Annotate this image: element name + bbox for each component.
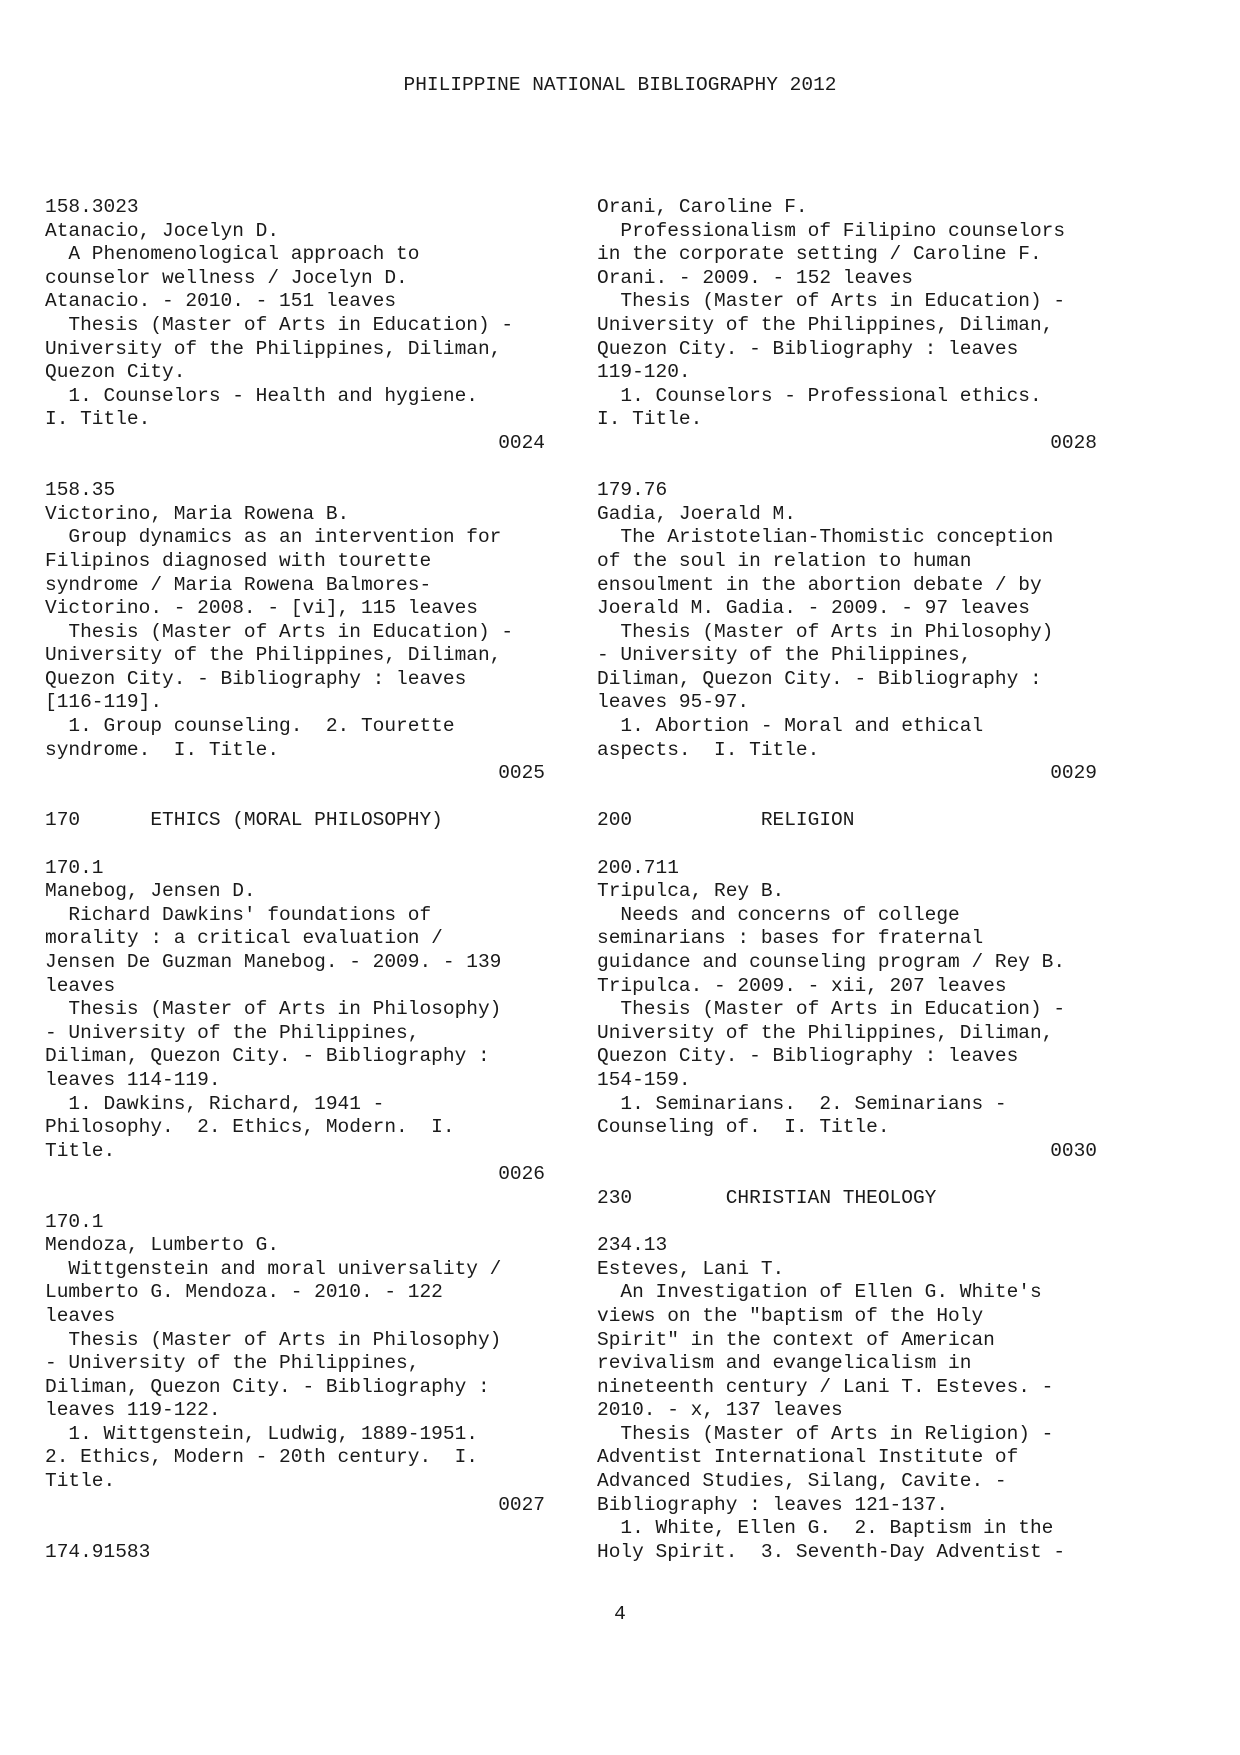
entry-line: University of the Philippines, Diliman, xyxy=(597,1021,1054,1044)
entry-line: leaves 95-97. xyxy=(597,691,750,714)
entry-line: of the soul in relation to human xyxy=(597,549,972,572)
entry-line: 1. Seminarians. 2. Seminarians - xyxy=(597,1092,1007,1115)
entry-line: Advanced Studies, Silang, Cavite. - xyxy=(597,1470,1007,1493)
entry-line: Thesis (Master of Arts in Education) - xyxy=(45,620,514,643)
entry-line: Quezon City. - Bibliography : leaves xyxy=(597,1045,1019,1068)
entry-line: leaves xyxy=(45,1304,116,1327)
entry-line: The Aristotelian-Thomistic conception xyxy=(597,526,1054,549)
entry-line: Joerald M. Gadia. - 2009. - 97 leaves xyxy=(597,597,1030,620)
entry-line: 154-159. xyxy=(597,1068,691,1091)
entry-number: 0025 xyxy=(498,762,545,785)
entry-line: Atanacio, Jocelyn D. xyxy=(45,219,280,242)
entry-line: - University of the Philippines, xyxy=(597,644,972,667)
entry-line: leaves 114-119. xyxy=(45,1068,221,1091)
entry-line: 158.35 xyxy=(45,479,116,502)
entry-line: Title. xyxy=(45,1470,116,1493)
entry-line: Professionalism of Filipino counselors xyxy=(597,219,1066,242)
entry-line: aspects. I. Title. xyxy=(597,738,820,761)
entry-line: Thesis (Master of Arts in Philosophy) xyxy=(45,998,502,1021)
entry-line: Filipinos diagnosed with tourette xyxy=(45,549,432,572)
entry-line: Lumberto G. Mendoza. - 2010. - 122 xyxy=(45,1281,443,1304)
entry-line: revivalism and evangelicalism in xyxy=(597,1352,972,1375)
right-column xyxy=(597,196,1097,1564)
entry-line: Wittgenstein and moral universality / xyxy=(45,1257,502,1280)
entry-line: A Phenomenological approach to xyxy=(45,243,420,266)
entry-line: syndrome. I. Title. xyxy=(45,738,280,761)
entry-line: nineteenth century / Lani T. Esteves. - xyxy=(597,1375,1054,1398)
entry-line: Jensen De Guzman Manebog. - 2009. - 139 xyxy=(45,951,502,973)
entry-line: 234.13 xyxy=(597,1234,668,1257)
entry-line: leaves xyxy=(45,974,116,997)
entry-line: Thesis (Master of Arts in Education) - xyxy=(597,290,1066,313)
entry-line: Orani. - 2009. - 152 leaves xyxy=(597,266,913,289)
entry-line: Bibliography : leaves 121-137. xyxy=(597,1493,949,1516)
entry-line: - University of the Philippines, xyxy=(45,1352,420,1375)
entry-line: 119-120. xyxy=(597,361,691,384)
page-number: 4 xyxy=(614,1603,626,1625)
entry-line: Victorino. - 2008. - [vi], 115 leaves xyxy=(45,597,478,620)
entry-line: Esteves, Lani T. xyxy=(597,1257,785,1280)
entry-line: - University of the Philippines, xyxy=(45,1021,420,1044)
entry-line: 170.1 xyxy=(45,1210,104,1233)
entry-line: 1. Dawkins, Richard, 1941 - xyxy=(45,1092,385,1115)
entry-line: 179.76 xyxy=(597,479,668,502)
entry-line: Mendoza, Lumberto G. xyxy=(45,1234,280,1257)
bib-entry-0028 xyxy=(597,196,1097,456)
entry-line: Counseling of. I. Title. xyxy=(597,1116,890,1139)
entry-line: Philosophy. 2. Ethics, Modern. I. xyxy=(45,1116,455,1139)
entry-line: I. Title. xyxy=(597,408,703,431)
entry-number: 0026 xyxy=(498,1163,545,1186)
entry-line: 1. Group counseling. 2. Tourette xyxy=(45,715,455,738)
bib-entry-0027 xyxy=(45,1211,545,1518)
entry-line: 1. White, Ellen G. 2. Baptism in the xyxy=(597,1517,1054,1540)
entry-line: University of the Philippines, Diliman, xyxy=(45,337,502,360)
entry-line: Richard Dawkins' foundations of xyxy=(45,903,432,926)
bib-entry-0030 xyxy=(597,857,1097,1164)
entry-line: Diliman, Quezon City. - Bibliography : xyxy=(45,1045,490,1068)
left-column xyxy=(45,196,545,1564)
entry-line: Tripulca, Rey B. xyxy=(597,880,785,903)
entry-line: Spirit" in the context of American xyxy=(597,1328,995,1351)
entry-line: seminarians : bases for fraternal xyxy=(597,927,984,950)
entry-line: 170.1 xyxy=(45,856,104,879)
entry-line: in the corporate setting / Caroline F. xyxy=(597,243,1042,266)
entry-line: 1. Counselors - Professional ethics. xyxy=(597,384,1042,407)
entry-line: Holy Spirit. 3. Seventh-Day Adventist - xyxy=(597,1540,1066,1563)
bib-entry-0026 xyxy=(45,857,545,1187)
bib-entry-0029 xyxy=(597,479,1097,786)
entry-line: Adventist International Institute of xyxy=(597,1446,1019,1469)
entry-line: University of the Philippines, Diliman, xyxy=(45,644,502,667)
section-heading-christian-theology: 230 CHRISTIAN THEOLOGY xyxy=(597,1186,937,1209)
entry-line: 158.3023 xyxy=(45,196,139,218)
entry-line: Thesis (Master of Arts in Philosophy) xyxy=(597,620,1054,643)
entry-line: University of the Philippines, Diliman, xyxy=(597,313,1054,336)
entry-line: Quezon City. - Bibliography : leaves xyxy=(597,337,1019,360)
entry-line: 1. Wittgenstein, Ludwig, 1889-1951. xyxy=(45,1422,478,1445)
entry-line: Needs and concerns of college xyxy=(597,903,960,926)
entry-line: An Investigation of Ellen G. White's xyxy=(597,1281,1042,1304)
entry-number: 0029 xyxy=(1050,762,1097,785)
bib-entry-esteves xyxy=(597,1234,1097,1564)
entry-line: views on the "baptism of the Holy xyxy=(597,1304,984,1327)
entry-number: 0027 xyxy=(498,1493,545,1516)
trailing-call-number: 174.91583 xyxy=(45,1540,151,1563)
entry-line: Quezon City. xyxy=(45,361,186,384)
entry-line: 2010. - x, 137 leaves xyxy=(597,1399,843,1422)
entry-line: Title. xyxy=(45,1139,116,1162)
entry-line: 1. Abortion - Moral and ethical xyxy=(597,715,984,738)
entry-line: leaves 119-122. xyxy=(45,1399,221,1422)
entry-number: 0028 xyxy=(1050,431,1097,454)
entry-line: Tripulca. - 2009. - xii, 207 leaves xyxy=(597,974,1007,997)
entry-line: 1. Counselors - Health and hygiene. xyxy=(45,384,478,407)
bib-entry-0024 xyxy=(45,196,545,456)
entry-line: Atanacio. - 2010. - 151 leaves xyxy=(45,290,397,313)
entry-line: guidance and counseling program / Rey B. xyxy=(597,951,1066,973)
bib-entry-0025 xyxy=(45,479,545,786)
entry-number: 0030 xyxy=(1050,1139,1097,1162)
entry-line: syndrome / Maria Rowena Balmores- xyxy=(45,573,432,596)
entry-line: Quezon City. - Bibliography : leaves xyxy=(45,667,467,690)
entry-number: 0024 xyxy=(498,431,545,454)
entry-line: counselor wellness / Jocelyn D. xyxy=(45,266,408,289)
entry-line: 2. Ethics, Modern - 20th century. I. xyxy=(45,1446,478,1469)
entry-line: Gadia, Joerald M. xyxy=(597,502,796,525)
section-heading-religion: 200 RELIGION xyxy=(597,809,855,832)
entry-line: Thesis (Master of Arts in Education) - xyxy=(597,998,1066,1021)
entry-line: 200.711 xyxy=(597,856,679,879)
entry-line: ensoulment in the abortion debate / by xyxy=(597,573,1042,596)
entry-line: Thesis (Master of Arts in Philosophy) xyxy=(45,1328,502,1351)
entry-line: Diliman, Quezon City. - Bibliography : xyxy=(45,1375,490,1398)
entry-line: I. Title. xyxy=(45,408,151,431)
section-heading-ethics: 170 ETHICS (MORAL PHILOSOPHY) xyxy=(45,809,443,832)
page-header: PHILIPPINE NATIONAL BIBLIOGRAPHY 2012 xyxy=(403,74,837,96)
entry-line: Victorino, Maria Rowena B. xyxy=(45,502,350,525)
entry-line: Thesis (Master of Arts in Religion) - xyxy=(597,1422,1054,1445)
entry-line: morality : a critical evaluation / xyxy=(45,927,443,950)
entry-line: Orani, Caroline F. xyxy=(597,196,808,218)
entry-line: [116-119]. xyxy=(45,691,163,714)
entry-line: Diliman, Quezon City. - Bibliography : xyxy=(597,667,1042,690)
entry-line: Thesis (Master of Arts in Education) - xyxy=(45,313,514,336)
entry-line: Manebog, Jensen D. xyxy=(45,880,256,903)
entry-line: Group dynamics as an intervention for xyxy=(45,526,502,549)
